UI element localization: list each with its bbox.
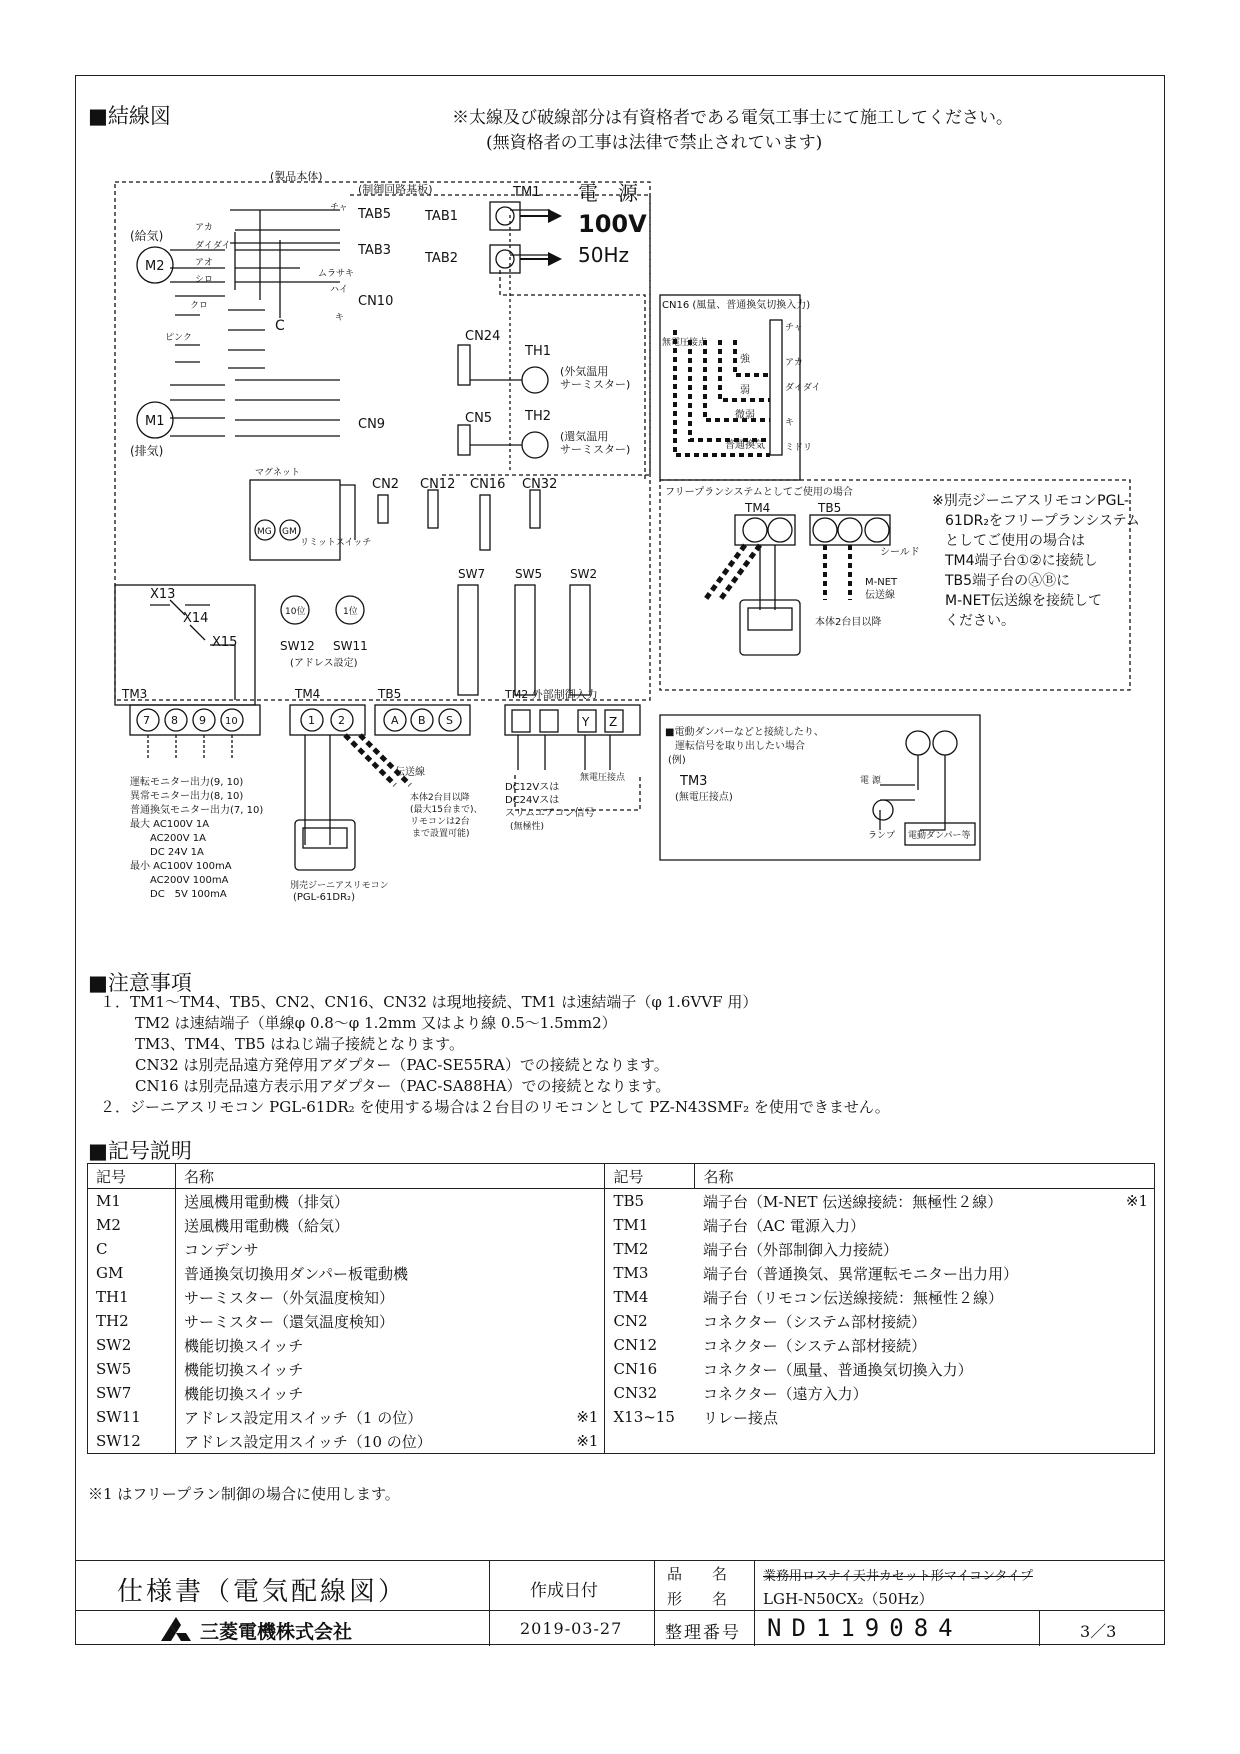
label-x14: X14	[183, 611, 209, 626]
label-sw7: SW7	[458, 567, 486, 581]
label-transmission-line: 伝送線	[395, 767, 425, 778]
label-sw5: SW5	[515, 567, 543, 581]
legend-name-2: コネクター（風量、普通換気切換入力）	[702, 1360, 973, 1379]
legend-row	[88, 1213, 1155, 1237]
label-address-setting: (アドレス設定)	[290, 658, 358, 669]
legend-note	[555, 1261, 605, 1285]
label-cn12: CN12	[420, 477, 456, 492]
label-term-s: S	[446, 714, 453, 727]
caution-line-2: (無資格者の工事は法律で禁止されています)	[486, 133, 823, 153]
note-line-1: １．TM1〜TM4、TB5、CN2、CN16、CN32 は現地接続、TM1 は速結端子（φ 1.6VVF 用）	[100, 993, 758, 1011]
legend-name-2: 端子台（普通換気、異常運転モニター出力用）	[702, 1264, 1018, 1283]
product-label: 品 名	[655, 1561, 755, 1586]
legend-note	[555, 1309, 605, 1333]
legend-name-2: 端子台（M-NET 伝送線接続：無極性２線）	[702, 1192, 1003, 1211]
label-th1-desc-1: (外気温用	[560, 365, 609, 378]
legend-symbol: GM	[96, 1264, 124, 1282]
label-wire-aka: アカ	[195, 223, 213, 233]
damper-power: 電 源	[860, 776, 881, 786]
label-cn32: CN32	[522, 477, 558, 492]
label-product-body: (製品本体)	[270, 170, 323, 183]
label-tab5: TAB5	[358, 207, 392, 222]
cn16-normal: 普通換気	[725, 440, 765, 451]
legend-note-2	[1094, 1261, 1154, 1285]
freeplan-note-3: としてご使用の場合は	[945, 533, 1085, 549]
notes-title: ■注意事項	[88, 971, 192, 995]
label-tb5: TB5	[378, 687, 402, 701]
legend-name: 機能切換スイッチ	[175, 1333, 555, 1357]
freeplan-mnet-1: M-NET	[865, 577, 898, 588]
label-tm4: TM4	[295, 687, 321, 701]
legend-note	[555, 1237, 605, 1261]
label-no-voltage-contact: 無電圧接点	[580, 773, 626, 783]
legend-note	[555, 1333, 605, 1357]
legend-title: ■記号説明	[88, 1139, 192, 1163]
legend-name: 普通換気切換用ダンパー板電動機	[175, 1261, 555, 1285]
mitsubishi-logo-icon	[160, 1616, 192, 1642]
legend-row	[88, 1261, 1155, 1285]
legend-row	[88, 1333, 1155, 1357]
label-term-a: A	[391, 714, 399, 727]
label-term-1: 1	[308, 714, 315, 727]
legend-note-2	[1094, 1285, 1154, 1309]
legend-symbol-2: CN32	[605, 1381, 695, 1405]
cn16-very-weak: 微弱	[735, 410, 755, 421]
remote-name-2: (PGL-61DR₂)	[293, 892, 355, 903]
legend-note-2	[1094, 1309, 1154, 1333]
remote-second-4: まで設置可能)	[412, 829, 470, 839]
cn16-weak: 弱	[740, 385, 750, 396]
label-m1: M1	[145, 414, 165, 429]
legend-row	[88, 1381, 1155, 1405]
legend-name-2: 端子台（AC 電源入力）	[702, 1216, 866, 1235]
legend-note	[555, 1285, 605, 1309]
label-wire-murasaki: ムラサキ	[318, 269, 355, 279]
label-m1-role: (排気)	[130, 444, 164, 458]
damper-device: 電動ダンパー等	[908, 831, 971, 841]
damper-title-2: 運転信号を取り出したい場合	[675, 741, 805, 752]
tm3-out-3: 普通換気モニター出力(7, 10)	[130, 805, 264, 816]
legend-footnote: ※1 はフリープラン制御の場合に使用します。	[88, 1485, 400, 1503]
label-power-freq: 50Hz	[578, 243, 629, 267]
label-wire-hai: ハイ	[330, 285, 349, 295]
legend-name: アドレス設定用スイッチ（10 の位）	[175, 1429, 555, 1454]
cn16-cha: チャ	[785, 323, 803, 333]
cn16-daidai: ダイダイ	[785, 383, 821, 393]
label-sw11: SW11	[333, 639, 368, 653]
tm3-max-3: DC 24V 1A	[150, 847, 204, 858]
label-wire-pink: ピンク	[165, 333, 192, 343]
freeplan-note-7: ください。	[945, 613, 1015, 629]
label-cn2: CN2	[372, 477, 400, 492]
label-tab2: TAB2	[425, 251, 459, 266]
legend-symbol: SW12	[96, 1432, 141, 1450]
label-cn16: CN16	[470, 477, 506, 492]
label-term-y: Y	[582, 715, 590, 729]
model-label: 形 名	[655, 1586, 755, 1611]
legend-symbol: M1	[96, 1192, 121, 1210]
cn16-strong: 強	[740, 354, 750, 365]
legend-name: アドレス設定用スイッチ（1 の位）	[175, 1405, 555, 1429]
remote-second-2: (最大15台まで)、	[410, 805, 483, 815]
tm3-min-2: AC200V 100mA	[150, 875, 229, 886]
label-limit-switch: リミットスイッチ	[300, 538, 372, 548]
ref-value: ND119084	[755, 1611, 1040, 1646]
date-value: 2019-03-27	[490, 1611, 655, 1646]
label-dial-10: 10位	[285, 607, 306, 617]
legend-name: 送風機用電動機（排気）	[175, 1189, 555, 1214]
legend-header-symbol-2: 記号	[605, 1164, 695, 1189]
legend-table	[87, 1163, 1155, 1454]
cn16-ki: キ	[785, 418, 795, 428]
dip-switches	[458, 585, 590, 695]
label-term-b: B	[418, 714, 426, 727]
note-line-6: ２．ジーニアスリモコン PGL-61DR₂ を使用する場合は２台目のリモコンとして PZ-N43SMF₂ を使用できません。	[100, 1098, 890, 1116]
damper-title-1: ■電動ダンパーなどと接続したり、	[665, 727, 824, 738]
label-wire-shiro: シロ	[195, 275, 214, 285]
label-th2: TH2	[525, 409, 551, 424]
tm3-max-1: 最大 AC100V 1A	[130, 819, 210, 830]
section-title-wiring: ■結線図	[88, 104, 171, 128]
label-power-title: 電 源	[578, 181, 638, 205]
legend-symbol: M2	[96, 1216, 121, 1234]
legend-name-2: コネクター（システム部材接続）	[702, 1312, 927, 1331]
label-wire-ao: アオ	[195, 258, 213, 268]
legend-name-2: 端子台（外部制御入力接続）	[702, 1240, 898, 1259]
label-x13: X13	[150, 587, 176, 602]
legend-note-2	[1094, 1333, 1154, 1357]
damper-example: (例)	[668, 755, 686, 766]
tm3-min-1: 最小 AC100V 100mA	[130, 861, 232, 872]
ref-label: 整理番号	[655, 1611, 755, 1646]
legend-note-2: ※1	[1125, 1192, 1148, 1210]
company-name: 三菱電機株式会社	[200, 1621, 353, 1643]
label-cn9: CN9	[358, 417, 386, 432]
freeplan-note-4: TM4端子台①②に接続し	[945, 553, 1098, 569]
thermistor-th1	[522, 367, 548, 393]
legend-symbol-2	[605, 1429, 695, 1454]
legend-name-2	[695, 1429, 1095, 1454]
company-cell	[75, 1611, 490, 1646]
legend-row	[88, 1405, 1155, 1429]
legend-symbol-2: CN16	[605, 1357, 695, 1381]
legend-symbol: SW7	[96, 1384, 132, 1402]
legend-name-2: コネクター（システム部材接続）	[702, 1336, 927, 1355]
legend-name: サーミスター（還気温度検知）	[175, 1309, 555, 1333]
cn16-contact: 無電圧接点	[662, 338, 708, 348]
tm3-min-3: DC 5V 100mA	[150, 889, 227, 900]
tm3-out-2: 異常モニター出力(8, 10)	[130, 791, 244, 802]
cn16-title: CN16 (風量、普通換気切換入力)	[662, 300, 811, 311]
legend-symbol: C	[96, 1240, 108, 1258]
label-tab3: TAB3	[358, 243, 392, 258]
note-line-4: CN32 は別売品遠方発停用アダプター（PAC-SE55RA）での接続となります。	[135, 1056, 669, 1074]
label-dial-1: 1位	[343, 607, 358, 617]
label-term-10: 10	[225, 716, 238, 727]
legend-note	[555, 1213, 605, 1237]
freeplan-mnet-2: 伝送線	[865, 590, 895, 601]
legend-symbol-2: CN2	[605, 1309, 695, 1333]
legend-header-symbol: 記号	[88, 1164, 176, 1189]
legend-symbol: SW11	[96, 1408, 141, 1426]
legend-name: 機能切換スイッチ	[175, 1357, 555, 1381]
model-value: LGH-N50CX₂（50Hz）	[755, 1586, 1165, 1611]
legend-header-name: 名称	[175, 1164, 605, 1189]
label-m2-role: (給気)	[130, 229, 164, 243]
tm1-power-terminals	[490, 202, 562, 273]
legend-note	[555, 1357, 605, 1381]
label-cn10: CN10	[358, 294, 394, 309]
label-th1-desc-2: サーミスター)	[560, 378, 631, 391]
label-term-z: Z	[609, 715, 618, 729]
legend-row	[88, 1357, 1155, 1381]
freeplan-note-6: M-NET伝送線を接続して	[945, 593, 1103, 609]
label-wire-cha: チャ	[330, 203, 348, 213]
label-th2-desc-1: (還気温用	[560, 430, 609, 443]
label-th1: TH1	[525, 344, 551, 359]
legend-note: ※1	[576, 1432, 599, 1450]
label-cap-c: C	[275, 318, 285, 334]
legend-note-2	[1094, 1237, 1154, 1261]
damper-tm3-sub: (無電圧接点)	[675, 792, 733, 803]
freeplan-shield: シールド	[880, 547, 920, 558]
cn16-midori: ミドリ	[785, 443, 813, 453]
label-cn5: CN5	[465, 411, 493, 426]
note-line-3: TM3、TM4、TB5 はねじ端子接続となります。	[135, 1035, 464, 1053]
legend-name: 送風機用電動機（給気）	[175, 1213, 555, 1237]
thermistor-th2	[522, 432, 548, 458]
legend-symbol: TH1	[96, 1288, 129, 1306]
label-term-8: 8	[171, 714, 178, 727]
label-tm2: TM2 外部制御入力	[505, 688, 598, 701]
label-sw2: SW2	[570, 567, 598, 581]
freeplan-tm4: TM4	[745, 501, 771, 515]
legend-row	[88, 1285, 1155, 1309]
label-term-9: 9	[199, 714, 206, 727]
dc-input-1: DC12Vスは	[505, 782, 560, 793]
product-value: 業務用ロスナイ天井カセット形マイコンタイプ	[763, 1569, 1033, 1584]
label-term-2: 2	[338, 714, 345, 727]
label-wire-kuro: クロ	[190, 301, 209, 311]
caution-line-1: ※太線及び破線部分は有資格者である電気工事士にて施工してください。	[452, 108, 1013, 128]
legend-name-2: 端子台（リモコン伝送線接続：無極性２線）	[702, 1288, 1003, 1307]
note-line-5: CN16 は別売品遠方表示用アダプター（PAC-SA88HA）での接続となります。	[135, 1077, 671, 1095]
legend-symbol: TH2	[96, 1312, 129, 1330]
label-control-board: (制御回路基板)	[358, 183, 433, 196]
legend-note-2	[1094, 1405, 1154, 1429]
legend-row	[88, 1189, 1155, 1214]
legend-symbol: SW2	[96, 1336, 132, 1354]
label-x15: X15	[212, 635, 238, 650]
legend-symbol-2: TB5	[605, 1189, 695, 1214]
legend-symbol-2: CN12	[605, 1333, 695, 1357]
legend-row	[88, 1429, 1155, 1454]
label-term-7: 7	[143, 714, 150, 727]
remote-name-1: 別売ジーニアスリモコン	[290, 881, 389, 891]
legend-symbol: SW5	[96, 1360, 132, 1378]
legend-note: ※1	[576, 1408, 599, 1426]
cn16-aka: アカ	[785, 358, 803, 368]
legend-header-name-2: 名称	[695, 1164, 1155, 1189]
legend-symbol-2: X13~15	[605, 1405, 695, 1429]
label-gm: GM	[282, 527, 297, 537]
legend-name-2: リレー接点	[702, 1408, 778, 1427]
freeplan-title: フリープランシステムとしてご使用の場合	[665, 487, 853, 498]
tm3-out-1: 運転モニター出力(9, 10)	[130, 777, 244, 788]
freeplan-note-1: ※別売ジーニアスリモコンPGL-	[932, 493, 1130, 509]
legend-name: コンデンサ	[175, 1237, 555, 1261]
label-th2-desc-2: サーミスター)	[560, 443, 631, 456]
dc-input-4: (無極性)	[510, 822, 545, 832]
legend-row	[88, 1237, 1155, 1261]
legend-name: サーミスター（外気温度検知）	[175, 1285, 555, 1309]
legend-symbol-2: TM2	[605, 1237, 695, 1261]
legend-row	[88, 1309, 1155, 1333]
legend-note-2	[1094, 1213, 1154, 1237]
legend-note	[555, 1189, 605, 1214]
legend-note-2	[1094, 1381, 1154, 1405]
legend-header-row	[88, 1164, 1155, 1189]
date-label: 作成日付	[490, 1561, 655, 1611]
legend-symbol-2: TM4	[605, 1285, 695, 1309]
damper-lamp: ランプ	[868, 831, 896, 841]
remote-second-3: リモコンは2台	[410, 817, 470, 827]
legend-symbol-2: TM3	[605, 1261, 695, 1285]
label-m2: M2	[145, 259, 165, 274]
label-mg: MG	[257, 527, 272, 537]
legend-note-2	[1094, 1429, 1154, 1454]
dc-input-2: DC24Vスは	[505, 795, 560, 806]
label-cn24: CN24	[465, 329, 501, 344]
remote-second-1: 本体2台目以降	[410, 793, 470, 803]
label-tab1: TAB1	[425, 209, 459, 224]
title-block	[75, 1560, 1165, 1646]
freeplan-second: 本体2台目以降	[815, 617, 882, 628]
label-tm1: TM1	[513, 185, 541, 200]
legend-note	[555, 1381, 605, 1405]
tm3-max-2: AC200V 1A	[150, 833, 206, 844]
page-number: 3／3	[1080, 1622, 1117, 1641]
label-wire-daidai: ダイダイ	[195, 241, 231, 251]
legend-note-2	[1094, 1357, 1154, 1381]
doc-title: 仕様書（電気配線図）	[75, 1561, 490, 1611]
legend-name: 機能切換スイッチ	[175, 1381, 555, 1405]
label-tm3: TM3	[122, 687, 148, 701]
damper-tm3: TM3	[680, 774, 708, 789]
note-line-2: TM2 は速結端子（単線φ 0.8〜φ 1.2mm 又はより線 0.5〜1.5mm2）	[135, 1014, 617, 1032]
legend-symbol-2: TM1	[605, 1213, 695, 1237]
label-sw12: SW12	[280, 639, 315, 653]
freeplan-note-5: TB5端子台のⒶⒷに	[945, 573, 1071, 589]
label-magnet: マグネット	[255, 468, 300, 478]
legend-name-2: コネクター（遠方入力）	[702, 1384, 868, 1403]
freeplan-tb5: TB5	[818, 501, 842, 515]
label-wire-ki: キ	[335, 313, 345, 323]
freeplan-note-2: 61DR₂をフリープランシステム	[945, 513, 1140, 529]
label-power-voltage: 100V	[578, 210, 647, 238]
dc-input-3: スリムエアコン信号	[505, 808, 595, 819]
